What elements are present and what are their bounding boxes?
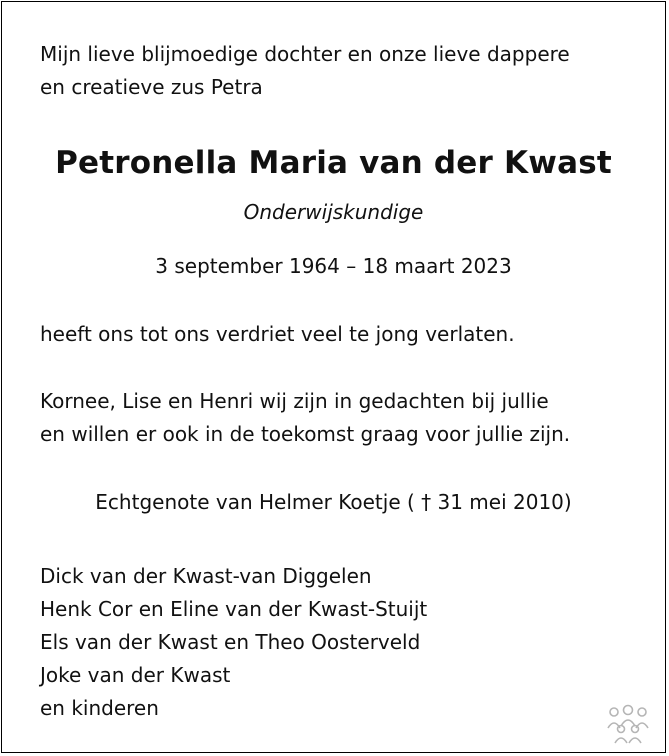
message: heeft ons tot ons verdriet veel te jong verlaten. — [40, 322, 515, 346]
spouse-note: Echtgenote van Helmer Koetje ( † 31 mei 2010) — [95, 490, 572, 514]
family-member: Els van der Kwast en Theo Oosterveld — [40, 630, 421, 654]
intro-line-1: Mijn lieve blijmoedige dochter en onze lieve dappere — [40, 42, 570, 66]
family-member: en kinderen — [40, 696, 159, 720]
family-member: Joke van der Kwast — [40, 663, 231, 687]
life-dates: 3 september 1964 – 18 maart 2023 — [155, 254, 512, 278]
children-note-line-2: en willen er ook in de toekomst graag voor jullie zijn. — [40, 422, 571, 446]
people-group-icon — [605, 704, 651, 744]
deceased-name: Petronella Maria van der Kwast — [55, 145, 612, 181]
family-member: Dick van der Kwast-van Diggelen — [40, 564, 372, 588]
obituary-card — [1, 1, 666, 753]
children-note-line-1: Kornee, Lise en Henri wij zijn in gedachten bij jullie — [40, 389, 549, 413]
intro-line-2: en creatieve zus Petra — [40, 75, 263, 99]
profession: Onderwijskundige — [243, 200, 424, 224]
family-member: Henk Cor en Eline van der Kwast-Stuijt — [40, 597, 428, 621]
